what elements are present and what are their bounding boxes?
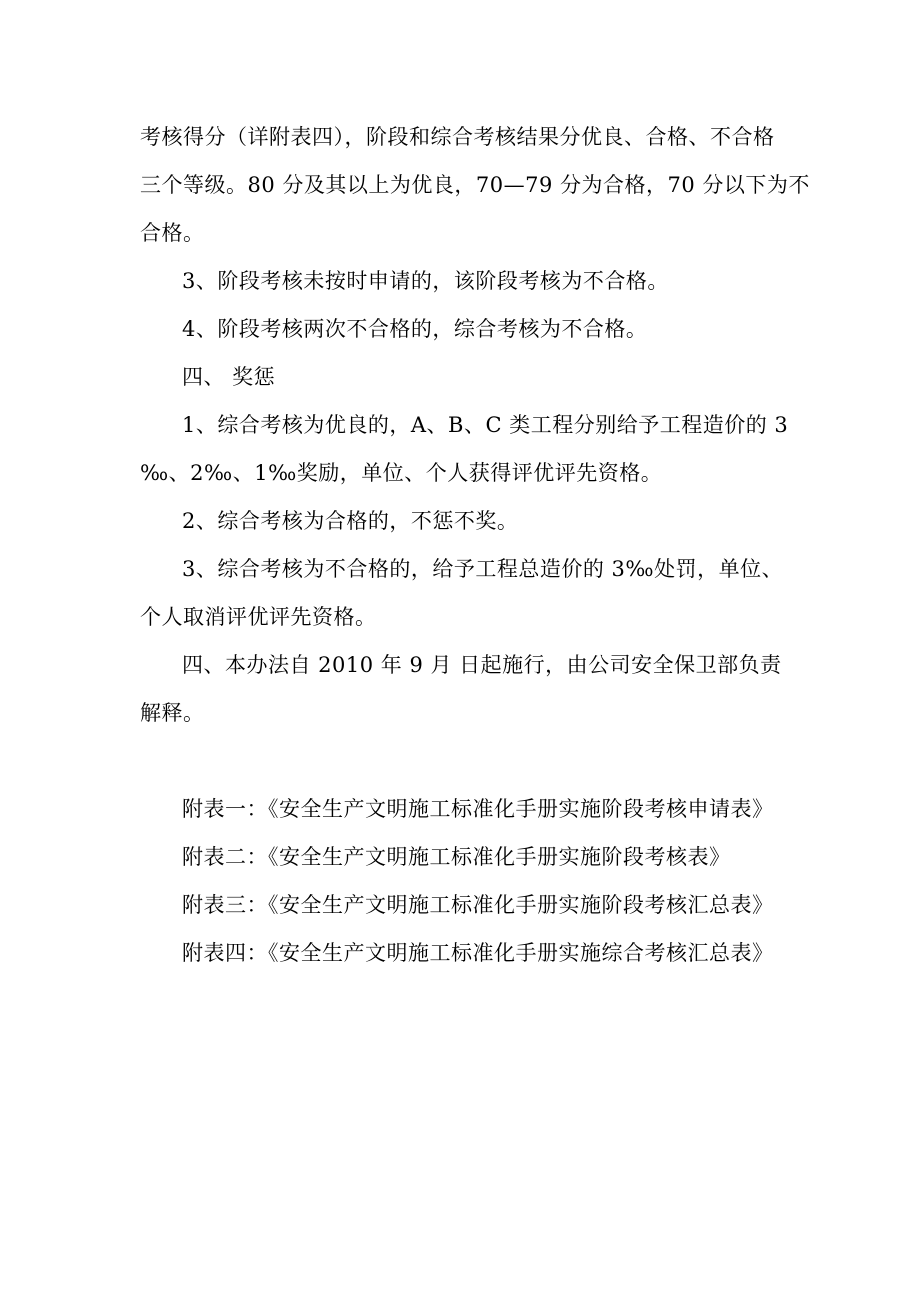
reward-clause-3-line-1: 3、综合考核为不合格的，给予工程总造价的 3‰处罚，单位、 [182,557,784,581]
clause-4-line: 4、阶段考核两次不合格的，综合考核为不合格。 [182,317,648,341]
attachment-4: 附表四：《安全生产文明施工标准化手册实施综合考核汇总表》 [182,941,774,965]
paragraph-line-1: 考核得分（详附表四），阶段和综合考核结果分优良、合格、不合格 [140,125,775,149]
reward-clause-3-line-2: 个人取消评优评先资格。 [140,605,377,629]
paragraph-line-2: 三个等级。80 分及其以上为优良，70—79 分为合格，70 分以下为不 [140,173,810,197]
section-heading-rewards: 四、 奖惩 [182,365,276,389]
reward-clause-2-line: 2、综合考核为合格的，不惩不奖。 [182,509,519,533]
clause-3-line: 3、阶段考核未按时申请的，该阶段考核为不合格。 [182,269,669,293]
attachment-3: 附表三：《安全生产文明施工标准化手册实施阶段考核汇总表》 [182,893,774,917]
reward-clause-1-line-2: ‰、2‰、1‰奖励，单位、个人获得评优评先资格。 [140,461,663,485]
attachment-1: 附表一：《安全生产文明施工标准化手册实施阶段考核申请表》 [182,797,774,821]
effective-date-line-1: 四、本办法自 2010 年 9 月 日起施行，由公司安全保卫部负责 [182,653,782,677]
reward-clause-1-line-1: 1、综合考核为优良的，A、B、C 类工程分别给予工程造价的 3 [182,413,789,437]
paragraph-line-3: 合格。 [140,221,205,245]
attachment-2: 附表二：《安全生产文明施工标准化手册实施阶段考核表》 [182,845,731,869]
effective-date-line-2: 解释。 [140,701,205,725]
